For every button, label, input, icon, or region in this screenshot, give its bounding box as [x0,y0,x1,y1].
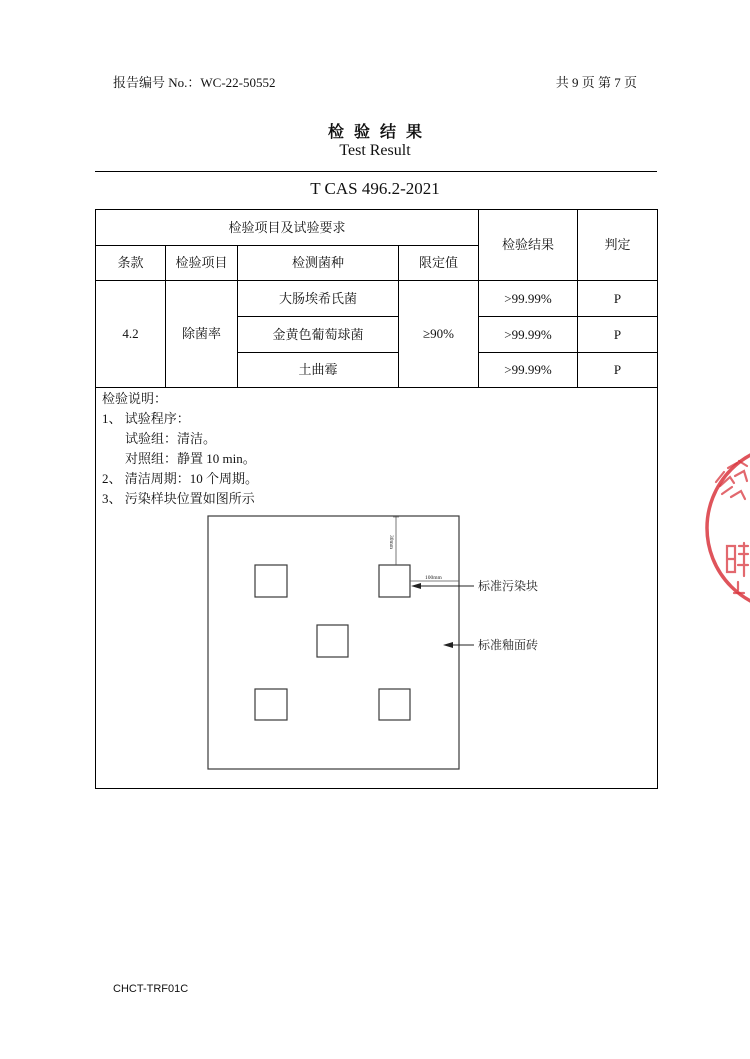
page-title: 检 验 结 果 [327,124,425,141]
judgement-cell: P [578,353,658,388]
glazed-tile [208,516,459,769]
note-line: 3、 污染样块位置如图所示 [102,491,255,506]
contamination-block-top-left [255,565,287,597]
header-test-item: 检验项目 [166,246,238,281]
table-row [96,281,658,317]
contamination-block-top-right [379,565,410,597]
arrowhead-tile-icon [443,642,453,648]
contamination-block-center [317,625,348,657]
result-cell: >99.99% [479,353,578,388]
limit-cell: ≥90% [399,281,479,388]
header-test-result: 检验结果 [479,210,578,281]
clause-cell: 4.2 [96,281,166,388]
judgement-cell: P [578,281,658,317]
strain-cell: 土曲霉 [238,353,399,388]
table-header-row [96,210,658,246]
test-item-cell: 除菌率 [166,281,238,388]
seal-glyph-fragment [727,546,735,572]
note-line: 对照组：静置 10 min。 [125,451,256,466]
page-title-en: Test Result [339,142,411,159]
notes-heading: 检验说明： [102,391,168,406]
report-number: 报告编号 No.：WC-22-50552 [113,75,276,90]
header-judgement: 判定 [578,210,658,281]
dimension-label-vertical: 30mm [388,535,394,550]
note-line: 试验组：清洁。 [125,431,217,446]
page-info: 共 9 页 第 7 页 [555,75,637,90]
sample-layout-diagram [200,505,560,780]
judgement-cell: P [578,317,658,353]
header-test-items-requirements: 检验项目及试验要求 [96,210,479,246]
header-clause: 条款 [96,246,166,281]
label-standard-tile: 标准釉面砖 [478,638,539,652]
note-line: 1、 试验程序： [102,411,190,426]
result-cell: >99.99% [479,317,578,353]
label-standard-block: 标准污染块 [478,579,539,593]
header-test-strain: 检测菌种 [238,246,399,281]
header-limit: 限定值 [399,246,479,281]
contamination-block-bottom-right [379,689,410,720]
arrowhead-block-icon [411,583,421,589]
form-code: CHCT-TRF01C [113,983,189,995]
title-divider [95,171,657,172]
note-line: 2、 清洁周期：10 个周期。 [102,471,259,486]
result-cell: >99.99% [479,281,578,317]
standard-code: T CAS 496.2-2021 [310,179,440,198]
contamination-block-bottom-left [255,689,287,720]
strain-cell: 金黄色葡萄球菌 [238,317,399,353]
dimension-label-horizontal: 100mm [425,575,442,581]
seal-glyph-fragment [738,543,748,576]
strain-cell: 大肠埃希氏菌 [238,281,399,317]
seal-stamp [700,448,750,608]
